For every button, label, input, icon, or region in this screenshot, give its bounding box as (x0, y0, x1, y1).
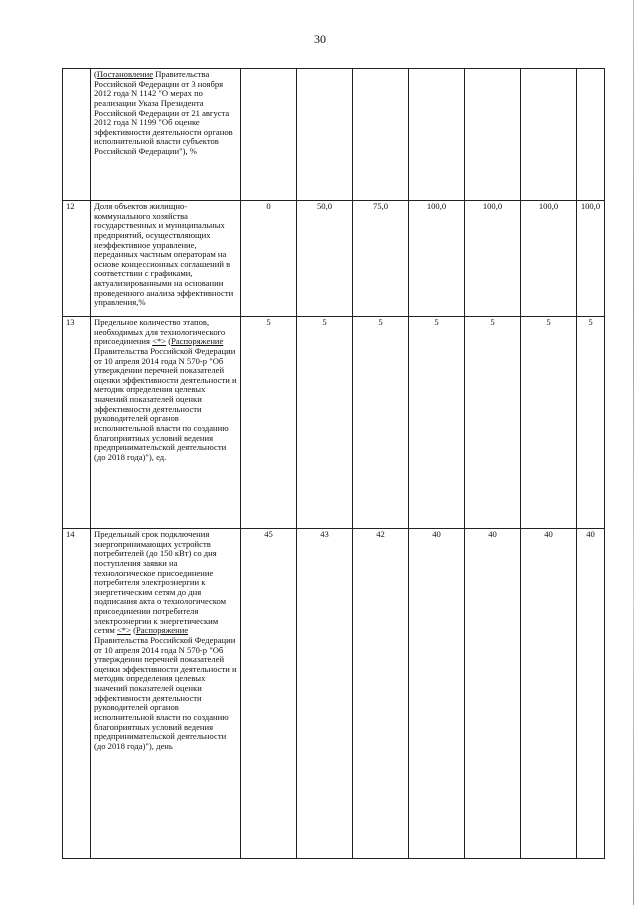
indicator-value: 5 (521, 317, 577, 529)
indicator-value: 43 (297, 529, 353, 859)
description-text: Предельное количество этапов, необходимых для технологического присоединения (94, 317, 226, 347)
row-number: 13 (63, 317, 91, 529)
description-text: Правительства Российской Федерации от 3 ноября 2012 года N 1142 "О мерах по реализации Указа Президента Российской Федерации от 21 августа 2012 года N 1199 "Об оценке эффективности деятельности органов исполнительной власти субъектов Российской Федерации"), % (94, 69, 233, 156)
indicator-value: 42 (353, 529, 409, 859)
row-number (63, 69, 91, 201)
indicator-value: 40 (521, 529, 577, 859)
indicator-value: 50,0 (297, 201, 353, 317)
indicator-value: 5 (241, 317, 297, 529)
description-text: ( (166, 336, 172, 347)
page-number: 30 (314, 32, 326, 46)
indicator-value: 5 (353, 317, 409, 529)
indicator-description (91, 529, 241, 859)
indicator-value (353, 69, 409, 201)
indicator-description (91, 317, 241, 529)
indicator-value: 0 (241, 201, 297, 317)
indicator-value: 5 (465, 317, 521, 529)
description-text: ( (130, 625, 136, 636)
description-text: Правительства Российской Федерации от 10 апреля 2014 года N 570-р "Об утверждении перечней показателей оценки эффективности деятельности и методик определения целевых значений показателей оценки эффективности деятельности руководителей органов исполнительной власти по созданию благоприятных условий ведения предпринимательской деятельности (до 2018 года)"), ед. (94, 345, 237, 462)
indicator-value (297, 69, 353, 201)
document-reference-link[interactable]: <*> (152, 336, 167, 347)
row-number: 14 (63, 529, 91, 859)
description-text: Предельный срок подключения энергопринимающих устройств потребителей (до 150 кВт) со дня поступления заявки на технологическое присоединение потребителя электроэнергии к энергетическим сетям до дня подписания акта о технологическом присоединении потребителя электроэнергии к энергетическим сетям (94, 529, 227, 636)
indicator-value: 5 (577, 317, 605, 529)
document-reference-link[interactable]: <*> (116, 625, 131, 636)
indicator-value (241, 69, 297, 201)
indicator-value: 40 (409, 529, 465, 859)
description-text: ( (94, 69, 97, 79)
indicator-value: 75,0 (353, 201, 409, 317)
indicator-value: 100,0 (465, 201, 521, 317)
indicator-description (91, 69, 241, 201)
table-row (63, 201, 605, 317)
indicator-value: 5 (409, 317, 465, 529)
description-text: Доля объектов жилищно-коммунального хозяйства государственных и муниципальных предприятий, осуществляющих неэффективное управление, переданных частным операторам на основе концессионных соглашений в соответствии с графиками, актуализированными на основании проведенного анализа эффективности управления,% (94, 201, 234, 308)
indicators-table (62, 68, 605, 859)
indicator-value: 100,0 (577, 201, 605, 317)
table-row (63, 69, 605, 201)
indicator-value (409, 69, 465, 201)
indicator-value: 40 (577, 529, 605, 859)
indicator-value: 100,0 (521, 201, 577, 317)
indicator-value (521, 69, 577, 201)
document-reference-link[interactable]: Распоряжение (171, 336, 224, 347)
indicator-value: 45 (241, 529, 297, 859)
indicator-description (91, 201, 241, 317)
indicator-value (577, 69, 605, 201)
table-body (63, 69, 605, 859)
document-reference-link[interactable]: Постановление (96, 69, 154, 79)
row-number: 12 (63, 201, 91, 317)
document-reference-link[interactable]: Распоряжение (135, 625, 189, 636)
indicator-value: 40 (465, 529, 521, 859)
table-row (63, 529, 605, 859)
indicator-value (465, 69, 521, 201)
scan-edge-line (633, 0, 634, 905)
indicator-value: 5 (297, 317, 353, 529)
indicator-value: 100,0 (409, 201, 465, 317)
description-text: Правительства Российской Федерации от 10 апреля 2014 года N 570-р "Об утверждении перечней показателей оценки эффективности деятельности и методик определения целевых значений показателей оценки эффективности деятельности руководителей органов исполнительной власти по созданию благоприятных условий ведения предпринимательской деятельности (до 2018 года)"), день (94, 634, 237, 751)
table-row (63, 317, 605, 529)
